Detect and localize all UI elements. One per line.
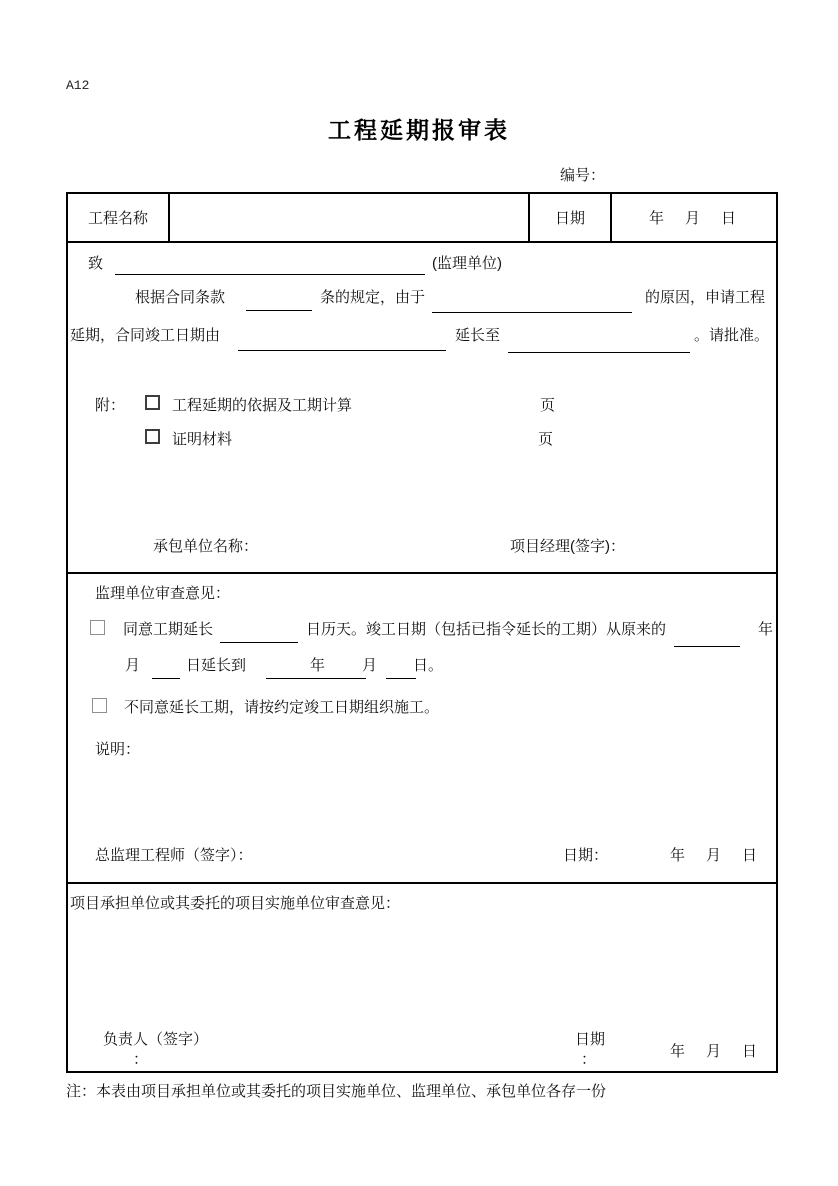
supervision-heading: 监理单位审查意见： [95, 585, 231, 602]
undertaking-date-colon: ： [581, 1051, 597, 1068]
attachment-basis-label: 工程延期的依据及工期计算 [172, 397, 353, 414]
supervision-ymd-label: 年 月 日 [670, 847, 761, 864]
disagree-label: 不同意延长工期，请按约定竣工日期组织施工。 [124, 699, 440, 716]
attachment-basis-pages-label: 页 [540, 397, 556, 414]
supervision-date-label: 日期： [563, 847, 609, 864]
undertaking-ymd-label: 年 月 日 [670, 1043, 761, 1060]
attachment-basis-checkbox[interactable] [145, 395, 160, 410]
agree-year2-label: 年 [310, 657, 326, 674]
delay-prefix-label: 延期，合同竣工日期由 [70, 327, 221, 344]
form-code-label: A12 [66, 78, 90, 93]
header-row [68, 194, 776, 243]
attachment-proof-checkbox[interactable] [145, 429, 160, 444]
project-manager-sign-label: 项目经理(签字)： [510, 538, 625, 555]
disagree-extension-checkbox[interactable] [92, 698, 107, 713]
signer-label-block [103, 1030, 208, 1070]
signer-label: 负责人（签字） [103, 1031, 209, 1048]
agree-extension-checkbox[interactable] [90, 620, 105, 635]
chief-engineer-sign-label: 总监理工程师（签字）： [95, 847, 253, 864]
agree-prefix-label: 同意工期延长 [123, 621, 214, 638]
extended-date-blank[interactable] [508, 352, 690, 353]
agree-new-year-blank[interactable] [266, 678, 336, 679]
clause-suffix-label: 的原因，申请工程 [645, 289, 766, 306]
supervisor-suffix-label: (监理单位) [432, 255, 502, 272]
undertaking-date-label: 日期 [575, 1031, 606, 1048]
agree-day-end-label: 日。 [413, 657, 444, 674]
footnote: 注：本表由项目承担单位或其委托的项目实施单位、监理单位、承包单位各存一份 [66, 1083, 607, 1100]
clause-mid-label: 条的规定，由于 [320, 289, 426, 306]
form-table [66, 192, 778, 1073]
section-divider-1 [68, 572, 776, 574]
agree-extend-to-label: 日延长到 [186, 657, 247, 674]
undertaking-date-block [575, 1030, 605, 1070]
undertaking-heading: 项目承担单位或其委托的项目实施单位审查意见： [70, 895, 401, 912]
agree-new-day-blank[interactable] [386, 678, 416, 679]
to-label: 致 [88, 255, 104, 272]
section-divider-2 [68, 882, 776, 884]
attachment-proof-label: 证明材料 [172, 431, 233, 448]
signer-colon: ： [133, 1051, 149, 1068]
agree-days-suffix-label: 日历天。竣工日期（包括已指令延长的工期）从原来的 [306, 621, 667, 638]
agree-new-month-blank[interactable] [336, 678, 366, 679]
agree-days-blank[interactable] [220, 642, 298, 643]
agree-orig-day-blank[interactable] [152, 678, 180, 679]
attachment-proof-pages-label: 页 [538, 431, 554, 448]
page-title: 工程延期报审表 [328, 117, 510, 143]
original-date-blank[interactable] [238, 350, 446, 351]
project-name-label: 工程名称 [68, 194, 170, 241]
agree-month2-label: 月 [362, 657, 378, 674]
agree-month1-label: 月 [125, 657, 141, 674]
serial-number-label: 编号： [560, 167, 606, 184]
agree-year1-label: 年 [758, 621, 774, 638]
attachment-label: 附： [95, 397, 126, 414]
reason-blank[interactable] [432, 312, 632, 313]
clause-prefix-label: 根据合同条款 [135, 289, 226, 306]
date-label: 日期 [530, 194, 612, 241]
date-ymd-label: 年 月 日 [648, 210, 739, 227]
contractor-name-label: 承包单位名称： [153, 538, 259, 555]
remark-label: 说明： [95, 741, 141, 758]
supervisor-name-blank[interactable] [115, 274, 425, 275]
extend-label: 延长至 [455, 327, 501, 344]
approve-suffix-label: 。请批准。 [694, 327, 770, 344]
agree-orig-year-blank[interactable] [674, 646, 740, 647]
clause-number-blank[interactable] [246, 310, 312, 311]
project-name-field[interactable] [170, 194, 530, 241]
